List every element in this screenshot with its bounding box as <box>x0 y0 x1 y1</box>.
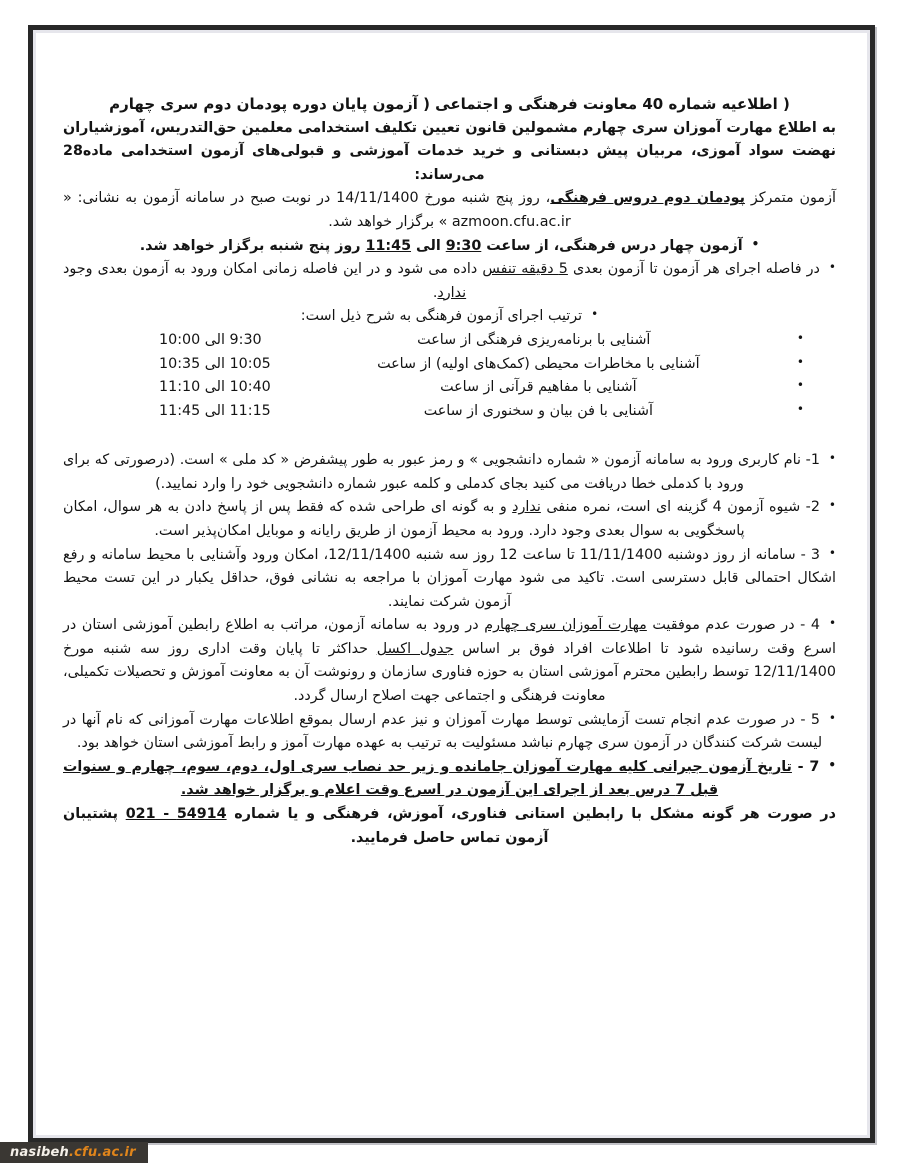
watermark-badge <box>0 1142 148 1163</box>
item7-number: 7 - <box>791 758 820 775</box>
schedule-row <box>159 329 804 353</box>
exam-time-bullet <box>63 235 836 259</box>
schedule-time-range: 11:15 الی 11:45 <box>159 402 271 419</box>
item4-mid: در ورود به سامانه آزمون، مراتب به اطلاع رابطین آموزشی استان در اسرع وقت رسانیده شود تا اطلاعات افراد فوق بر اساس <box>63 617 837 657</box>
instructions-list <box>63 449 836 803</box>
schedule-heading: • ترتیب اجرای آزمون فرهنگی به شرح ذیل است: <box>63 305 836 329</box>
break-no-entry: ندارد <box>437 284 467 301</box>
watermark-site-domain: .cfu.ac.ir <box>69 1145 136 1160</box>
instruction-item-4 <box>63 614 836 708</box>
schedule-course-name: • آشنایی با مفاهیم قرآنی از ساعت <box>440 379 637 396</box>
exam-time-post: روز پنج شنبه برگزار خواهد شد. <box>139 237 366 254</box>
announce-text-post: ، روز پنج شنبه مورخ 14/11/1400 در نوبت صبح در سامانه آزمون به نشانی: « azmoon.cfu.ac.ir » برگزار خواهد شد. <box>63 190 571 231</box>
schedule-time-range: 10:40 الی 11:10 <box>159 379 271 396</box>
instruction-item-3: • 3 - سامانه از روز دوشنبه 11/11/1400 تا ساعت 12 روز سه شنبه 12/11/1400، امکان ورود وآشنایی با محیط سامانه و رفع اشکال احتمالی قابل دسترسی است. تاکید می شود مهارت آموزان با مراجعه به نشانی فوق، حداقل یکبار در این تست محیط آزمون شرکت نمایند. <box>63 544 836 615</box>
support-phone-number: 54914 - 021 <box>125 805 227 822</box>
exam-end-time: 11:45 <box>365 237 412 254</box>
schedule-list <box>159 329 804 423</box>
item4-trainees-highlight: مهارت آموزان سری چهارم <box>484 617 647 634</box>
instruction-item-2 <box>63 496 836 543</box>
instruction-item-5: • 5 - در صورت عدم انجام تست آزمایشی توسط مهارت آموزان و نیز عدم ارسال بموقع اطلاعات مهارت آموزانی که نام آنها در لیست شرکت کنندگان در آزمون سری چهارم نباشد مسئولیت به ترتیب به عهده مهارت آموز و رابط آموزشی استان خواهد بود. <box>63 709 836 756</box>
schedule-row <box>159 376 804 400</box>
schedule-row <box>159 353 804 377</box>
schedule-course-name: • آشنایی با مخاطرات محیطی (کمک‌های اولیه) از ساعت <box>377 355 700 372</box>
notice-title: ( اطلاعیه شماره 40 معاونت فرهنگی و اجتماعی ( آزمون پایان دوره پودمان دوم سری چهارم <box>109 95 790 113</box>
break-pre: در فاصله اجرای هر آزمون تا آزمون بعدی <box>567 261 820 278</box>
break-duration: 5 دقیقه تنفس <box>482 261 568 278</box>
support-post: پشتیبان آزمون تماس حاصل فرمایید. <box>63 805 549 846</box>
schedule-time-range: 10:05 الی 10:35 <box>159 355 271 372</box>
support-pre: در صورت هر گونه مشکل با رابطین استانی فناوری، آموزش، فرهنگی و یا شماره <box>226 805 837 822</box>
intro-paragraph: به اطلاع مهارت آموزان سری چهارم مشمولین قانون تعیین تکلیف استخدامی معلمین حق‌التدریس، آموزشیاران نهضت سواد آموزی، مربیان پیش دبستانی و خرید خدمات آموزشی و قبولی‌های آزمون استخدامی ماده28 می‌رساند: <box>63 119 836 183</box>
document-content <box>33 30 870 1138</box>
top-notes-list <box>63 235 836 306</box>
item4-post: حداکثر تا پایان وقت اداری روز سه شنبه مورخ 12/11/1400 توسط رابطین محترم آموزشی استان به حوزه فناوری سازمان و رونوشت آن به معاونت آموزش و تحصیلات تکمیلی، معاونت فرهنگی و اجتماعی جهت اصلاح ارسال گردد. <box>63 640 836 705</box>
document-frame <box>28 25 875 1143</box>
instruction-item-1: • 1- نام کاربری ورود به سامانه آزمون « شماره دانشجویی » و رمز عبور به طور پیشفرض « کد ملی » است. (درصورتی که برای ورود با کدملی خطا دریافت می کنید بجای کدملی و کلمه عبور شماره دانشجویی خود را وارد نمایید.) <box>63 449 836 496</box>
exam-announcement-paragraph <box>63 187 836 234</box>
item2-no-negative: ندارد <box>512 499 541 516</box>
break-mid: داده می شود و در این فاصله زمانی امکان ورود به آزمون بعدی وجود <box>63 261 483 278</box>
schedule-course-name: • آشنایی با فن بیان و سخنوری از ساعت <box>423 402 653 419</box>
support-contact-paragraph <box>63 803 836 850</box>
announce-text-pre: آزمون متمرکز <box>744 190 836 207</box>
break-post: . <box>432 284 438 301</box>
watermark-site-name: nasibeh <box>10 1145 69 1160</box>
exam-time-mid: الی <box>411 237 446 254</box>
exam-start-time: 9:30 <box>445 237 482 254</box>
schedule-course-name: • آشنایی با برنامه‌ریزی فرهنگی از ساعت <box>417 331 651 348</box>
instruction-item-7 <box>63 756 836 803</box>
announce-course-highlight: پودمان دوم دروس فرهنگی <box>550 190 745 207</box>
break-interval-bullet <box>63 258 836 305</box>
item4-excel-highlight: جدول اکسل <box>376 640 454 657</box>
item2-post: و به گونه ای طراحی شده که فقط پس از پاسخ دادن به هر سوال، امکان پاسخگویی به سوال بعدی وجود دارد. ورود به محیط آزمون از طریق رایانه و موبایل امکان‌پذیر است. <box>63 499 745 539</box>
item4-pre: 4 - در صورت عدم موفقیت <box>646 617 820 634</box>
exam-time-pre: آزمون چهار درس فرهنگی، از ساعت <box>481 237 743 254</box>
item7-makeup-exam-text: تاریخ آزمون جبرانی کلیه مهارت آموزان جامانده و زیر حد نصاب سری اول، دوم، سوم، چهارم و سنوات قبل 7 درس بعد از اجرای این آزمون در اسرع وقت اعلام و برگزار خواهد شد. <box>63 758 792 799</box>
schedule-time-range: 9:30 الی 10:00 <box>159 331 262 348</box>
schedule-row <box>159 400 804 424</box>
item2-pre: 2- شیوه آزمون 4 گزینه ای است، نمره منفی <box>540 499 820 516</box>
